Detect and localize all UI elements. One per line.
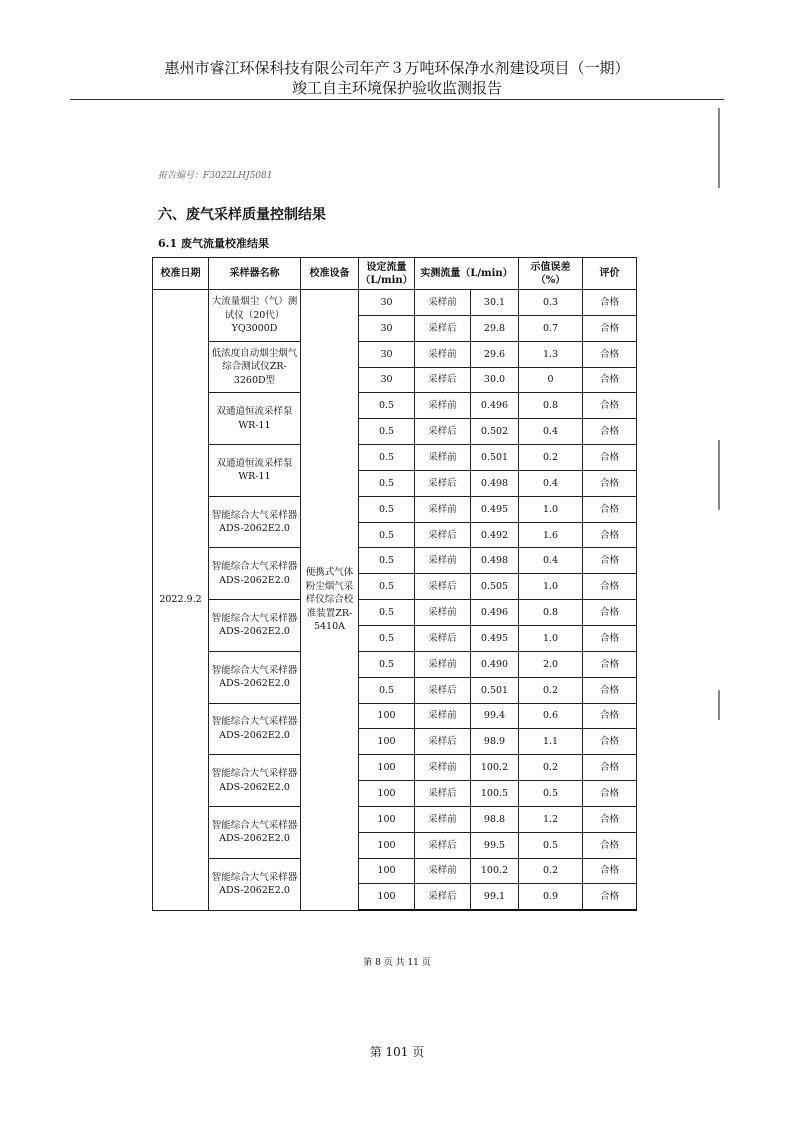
- result-cell: 合格: [583, 858, 637, 884]
- set-flow-cell: 100: [359, 703, 415, 729]
- measured-flow-cell: 99.4: [471, 703, 519, 729]
- set-flow-cell: 100: [359, 755, 415, 781]
- instrument-name-cell: 智能综合大气采样器 ADS-2062E2.0: [209, 858, 301, 910]
- table-header-row: [153, 258, 637, 290]
- measured-flow-cell: 0.501: [471, 677, 519, 703]
- header-title-line2: 竣工自主环境保护验收监测报告: [291, 79, 502, 97]
- measured-flow-cell: 100.2: [471, 755, 519, 781]
- table-row: [153, 393, 637, 419]
- set-flow-cell: 100: [359, 884, 415, 910]
- instrument-name-cell: 智能综合大气采样器 ADS-2062E2.0: [209, 806, 301, 858]
- error-cell: 0.2: [519, 445, 583, 471]
- set-flow-cell: 0.5: [359, 548, 415, 574]
- instrument-name-cell: 智能综合大气采样器 ADS-2062E2.0: [209, 600, 301, 652]
- error-cell: 0.4: [519, 470, 583, 496]
- error-cell: 0.2: [519, 677, 583, 703]
- set-flow-cell: 0.5: [359, 625, 415, 651]
- header-set-flow: 设定流量（L/min）: [359, 258, 415, 290]
- measured-flow-cell: 98.8: [471, 806, 519, 832]
- result-cell: 合格: [583, 651, 637, 677]
- sampling-stage-cell: 采样前: [415, 600, 471, 626]
- sampling-stage-cell: 采样后: [415, 574, 471, 600]
- result-cell: 合格: [583, 677, 637, 703]
- result-cell: 合格: [583, 290, 637, 316]
- sampling-stage-cell: 采样前: [415, 703, 471, 729]
- table-row: [153, 755, 637, 781]
- calibration-device-cell: 便携式气体粉尘烟气采样仪综合校准装置ZR-5410A: [301, 290, 359, 911]
- sampling-stage-cell: 采样后: [415, 367, 471, 393]
- result-cell: 合格: [583, 367, 637, 393]
- error-cell: 1.0: [519, 574, 583, 600]
- outer-page-number: 第 101 页: [369, 1045, 425, 1059]
- error-cell: 0.6: [519, 703, 583, 729]
- measured-flow-cell: 0.496: [471, 600, 519, 626]
- sampling-stage-cell: 采样前: [415, 806, 471, 832]
- measured-flow-cell: 0.502: [471, 419, 519, 445]
- result-cell: 合格: [583, 522, 637, 548]
- sampling-stage-cell: 采样后: [415, 522, 471, 548]
- set-flow-cell: 100: [359, 729, 415, 755]
- instrument-name-cell: 智能综合大气采样器 ADS-2062E2.0: [209, 496, 301, 548]
- sampling-stage-cell: 采样后: [415, 625, 471, 651]
- instrument-name-cell: 低浓度自动烟尘烟气综合测试仪ZR-3260D型: [209, 341, 301, 393]
- set-flow-cell: 0.5: [359, 600, 415, 626]
- error-cell: 1.0: [519, 496, 583, 522]
- set-flow-cell: 100: [359, 832, 415, 858]
- table-row: [153, 496, 637, 522]
- table-row: [153, 703, 637, 729]
- measured-flow-cell: 0.492: [471, 522, 519, 548]
- instrument-name-cell: 智能综合大气采样器 ADS-2062E2.0: [209, 651, 301, 703]
- instrument-name-cell: 双通道恒流采样泵 WR-11: [209, 445, 301, 497]
- measured-flow-cell: 0.490: [471, 651, 519, 677]
- table-row: [153, 548, 637, 574]
- set-flow-cell: 30: [359, 367, 415, 393]
- error-cell: 0.4: [519, 419, 583, 445]
- set-flow-cell: 0.5: [359, 522, 415, 548]
- scan-edge-mark: [718, 690, 720, 720]
- header-date: 校准日期: [153, 258, 209, 290]
- measured-flow-cell: 100.2: [471, 858, 519, 884]
- set-flow-cell: 0.5: [359, 651, 415, 677]
- measured-flow-cell: 100.5: [471, 781, 519, 807]
- flow-calibration-table: [152, 257, 637, 911]
- instrument-name-cell: 智能综合大气采样器 ADS-2062E2.0: [209, 755, 301, 807]
- result-cell: 合格: [583, 315, 637, 341]
- set-flow-cell: 0.5: [359, 470, 415, 496]
- header-title-line1: 惠州市睿江环保科技有限公司年产３万吨环保净水剂建设项目（一期）: [164, 59, 630, 77]
- result-cell: 合格: [583, 419, 637, 445]
- section-title: 六、废气采样质量控制结果: [158, 207, 326, 223]
- measured-flow-cell: 99.1: [471, 884, 519, 910]
- error-cell: 2.0: [519, 651, 583, 677]
- sampling-stage-cell: 采样前: [415, 393, 471, 419]
- instrument-name-cell: 智能综合大气采样器 ADS-2062E2.0: [209, 548, 301, 600]
- instrument-name-cell: 智能综合大气采样器 ADS-2062E2.0: [209, 703, 301, 755]
- error-cell: 0.8: [519, 393, 583, 419]
- report-number: 报告编号：F3022LHJ5081: [158, 171, 273, 181]
- measured-flow-cell: 0.495: [471, 625, 519, 651]
- sampling-stage-cell: 采样后: [415, 832, 471, 858]
- error-cell: 0.2: [519, 755, 583, 781]
- header-measured-flow: 实测流量（L/min）: [415, 258, 519, 290]
- set-flow-cell: 0.5: [359, 393, 415, 419]
- set-flow-cell: 0.5: [359, 445, 415, 471]
- error-cell: 0.9: [519, 884, 583, 910]
- set-flow-cell: 0.5: [359, 574, 415, 600]
- measured-flow-cell: 30.0: [471, 367, 519, 393]
- set-flow-cell: 0.5: [359, 496, 415, 522]
- set-flow-cell: 100: [359, 806, 415, 832]
- table-row: [153, 290, 637, 316]
- table-body: [153, 290, 637, 911]
- error-cell: 0.5: [519, 832, 583, 858]
- error-cell: 1.3: [519, 341, 583, 367]
- sampling-stage-cell: 采样前: [415, 341, 471, 367]
- result-cell: 合格: [583, 445, 637, 471]
- sampling-stage-cell: 采样前: [415, 755, 471, 781]
- measured-flow-cell: 30.1: [471, 290, 519, 316]
- sampling-stage-cell: 采样后: [415, 677, 471, 703]
- result-cell: 合格: [583, 703, 637, 729]
- error-cell: 1.2: [519, 806, 583, 832]
- result-cell: 合格: [583, 755, 637, 781]
- sampling-stage-cell: 采样后: [415, 781, 471, 807]
- sampling-stage-cell: 采样前: [415, 651, 471, 677]
- measured-flow-cell: 0.496: [471, 393, 519, 419]
- subsection-title: 6.1 废气流量校准结果: [158, 237, 269, 250]
- sampling-stage-cell: 采样后: [415, 470, 471, 496]
- result-cell: 合格: [583, 781, 637, 807]
- sampling-stage-cell: 采样后: [415, 729, 471, 755]
- document-header: [0, 58, 794, 98]
- error-cell: 0.8: [519, 600, 583, 626]
- error-cell: 1.1: [519, 729, 583, 755]
- error-cell: 1.0: [519, 625, 583, 651]
- sampling-stage-cell: 采样前: [415, 445, 471, 471]
- error-cell: 0: [519, 367, 583, 393]
- scan-edge-mark: [718, 440, 720, 510]
- sampling-stage-cell: 采样前: [415, 548, 471, 574]
- table-row: [153, 445, 637, 471]
- calibration-date-cell: 2022.9.2: [153, 290, 209, 911]
- set-flow-cell: 100: [359, 858, 415, 884]
- set-flow-cell: 0.5: [359, 419, 415, 445]
- error-cell: 0.3: [519, 290, 583, 316]
- table-row: [153, 806, 637, 832]
- header-error: 示值误差（%）: [519, 258, 583, 290]
- measured-flow-cell: 0.498: [471, 548, 519, 574]
- header-device: 校准设备: [301, 258, 359, 290]
- measured-flow-cell: 98.9: [471, 729, 519, 755]
- measured-flow-cell: 0.501: [471, 445, 519, 471]
- measured-flow-cell: 0.495: [471, 496, 519, 522]
- result-cell: 合格: [583, 729, 637, 755]
- instrument-name-cell: 双通道恒流采样泵 WR-11: [209, 393, 301, 445]
- measured-flow-cell: 29.6: [471, 341, 519, 367]
- scan-edge-mark: [718, 108, 720, 188]
- result-cell: 合格: [583, 625, 637, 651]
- set-flow-cell: 30: [359, 341, 415, 367]
- table-row: [153, 341, 637, 367]
- set-flow-cell: 100: [359, 781, 415, 807]
- result-cell: 合格: [583, 574, 637, 600]
- table-row: [153, 651, 637, 677]
- result-cell: 合格: [583, 548, 637, 574]
- inner-page-number: 第 8 页 共 11 页: [363, 958, 431, 968]
- sampling-stage-cell: 采样前: [415, 496, 471, 522]
- sampling-stage-cell: 采样前: [415, 858, 471, 884]
- header-rule: [70, 99, 724, 100]
- result-cell: 合格: [583, 600, 637, 626]
- sampling-stage-cell: 采样后: [415, 884, 471, 910]
- header-result: 评价: [583, 258, 637, 290]
- result-cell: 合格: [583, 806, 637, 832]
- result-cell: 合格: [583, 884, 637, 910]
- sampling-stage-cell: 采样前: [415, 290, 471, 316]
- header-instrument: 采样器名称: [209, 258, 301, 290]
- table-row: [153, 600, 637, 626]
- sampling-stage-cell: 采样后: [415, 419, 471, 445]
- error-cell: 1.6: [519, 522, 583, 548]
- error-cell: 0.7: [519, 315, 583, 341]
- table-row: [153, 858, 637, 884]
- error-cell: 0.2: [519, 858, 583, 884]
- instrument-name-cell: 大流量烟尘（气）测试仪（20代）YQ3000D: [209, 290, 301, 342]
- result-cell: 合格: [583, 832, 637, 858]
- measured-flow-cell: 0.505: [471, 574, 519, 600]
- error-cell: 0.4: [519, 548, 583, 574]
- measured-flow-cell: 29.8: [471, 315, 519, 341]
- result-cell: 合格: [583, 470, 637, 496]
- measured-flow-cell: 0.498: [471, 470, 519, 496]
- measured-flow-cell: 99.5: [471, 832, 519, 858]
- result-cell: 合格: [583, 393, 637, 419]
- result-cell: 合格: [583, 341, 637, 367]
- set-flow-cell: 30: [359, 290, 415, 316]
- error-cell: 0.5: [519, 781, 583, 807]
- sampling-stage-cell: 采样后: [415, 315, 471, 341]
- result-cell: 合格: [583, 496, 637, 522]
- set-flow-cell: 30: [359, 315, 415, 341]
- set-flow-cell: 0.5: [359, 677, 415, 703]
